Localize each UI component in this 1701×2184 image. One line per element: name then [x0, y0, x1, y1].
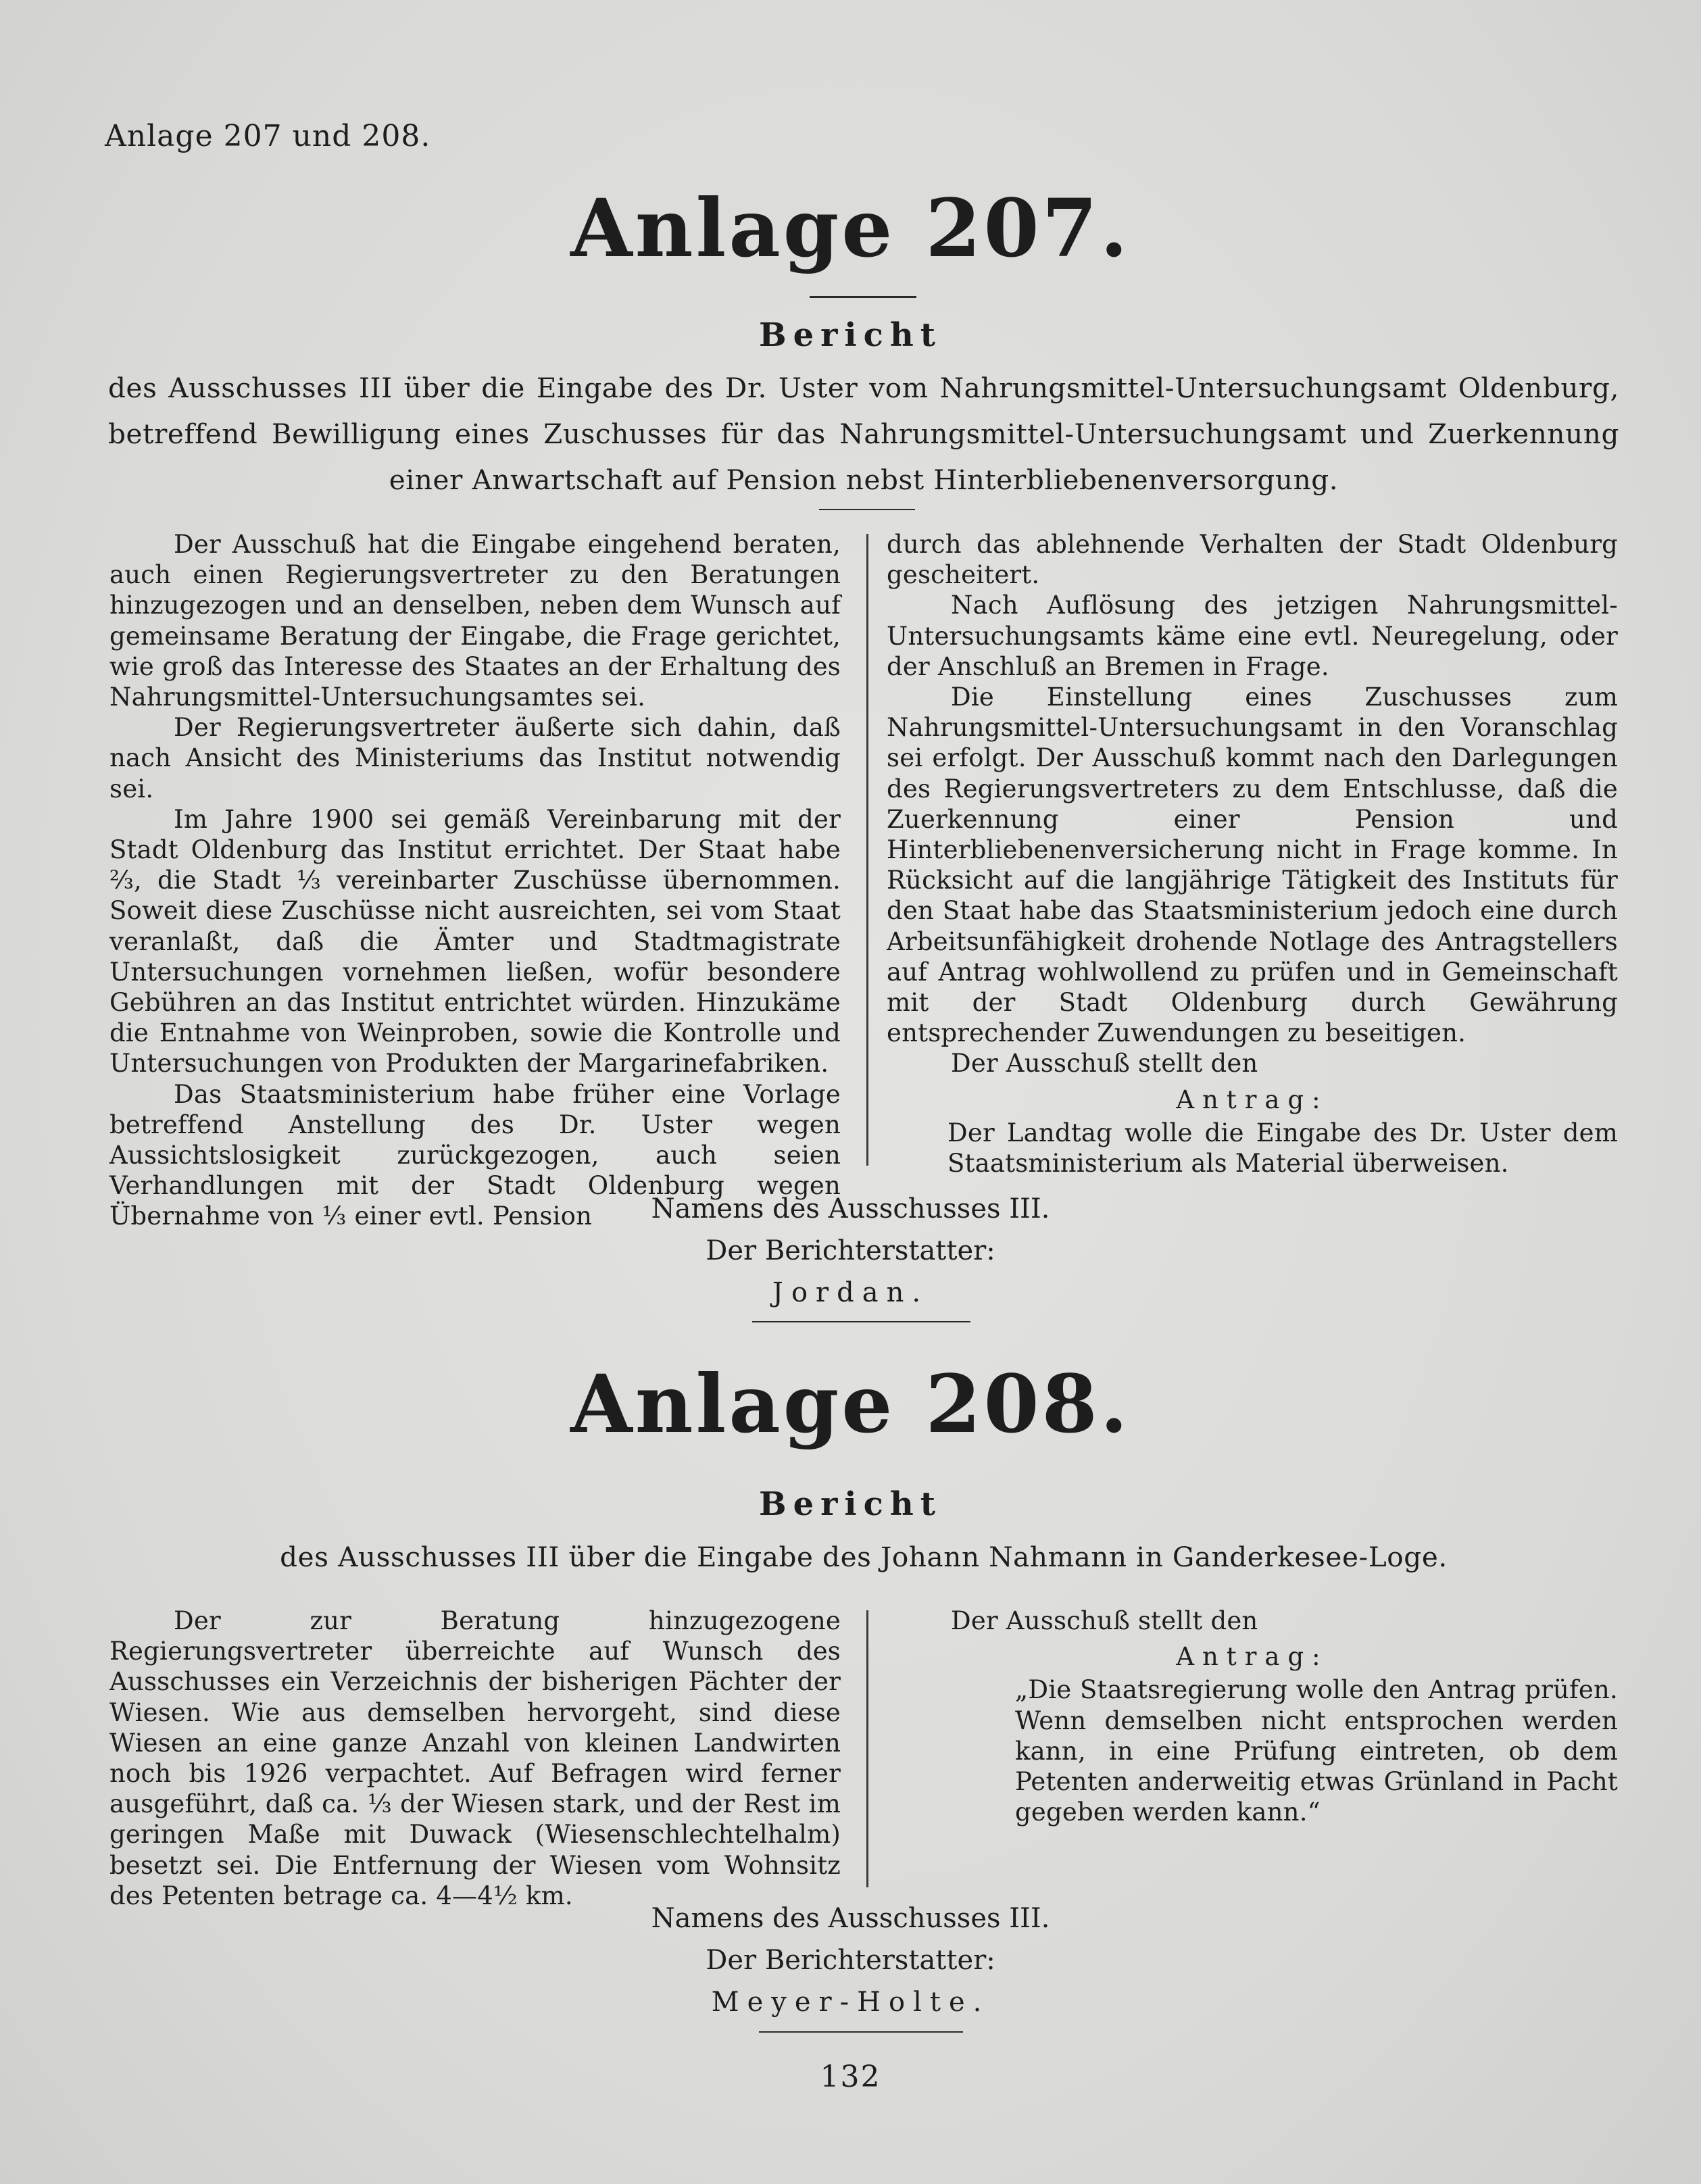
paragraph: Der Ausschuß stellt den	[951, 1049, 1258, 1078]
footer-divider	[759, 2031, 963, 2033]
paragraph: Der Ausschuß stellt den	[951, 1606, 1258, 1635]
antrag-label-208: Antrag:	[1176, 1642, 1329, 1672]
bericht-heading-208: Bericht	[759, 1485, 942, 1523]
anlage-208-left-column	[109, 1606, 841, 1911]
subject-208: des Ausschusses III über die Eingabe des Johann Nahmann in Ganderkesee-Loge.	[280, 1541, 1448, 1573]
anlage-207-title: Anlage 207.	[570, 181, 1131, 275]
paragraph: Der Regierungsvertreter äußerte sich dahin, daß nach Ansicht des Ministeriums das Institut notwendig sei.	[109, 713, 841, 803]
antrag-label-207: Antrag:	[1176, 1085, 1329, 1114]
signature-block-207	[0, 1188, 1701, 1314]
title-divider-207	[810, 296, 916, 298]
paragraph: Das Staatsministerium habe früher eine Vorlage betreffend Anstellung des Dr. Uster wegen Aussichtslosigkeit zurückgezogen, auch seien Verhandlungen mit der Stadt Oldenburg wegen Übernahme von ⅓ einer evtl. Pension	[109, 1079, 841, 1231]
column-divider-207	[866, 534, 868, 1166]
anlage-208-title: Anlage 208.	[570, 1357, 1131, 1451]
signature-committee: Namens des Ausschusses III.	[651, 1903, 1050, 1934]
signature-committee: Namens des Ausschusses III.	[651, 1193, 1050, 1224]
paragraph: Die Einstellung eines Zuschusses zum Nahrungsmittel-Untersuchungsamt in den Voranschlag sei erfolgt. Der Ausschuß kommt nach den Darlegungen des Regierungsvertreters zu dem Entschlusse, daß die Zuerkennung einer Pension und Hinterbliebenenversicherung nicht in Frage komme. In Rücksicht auf die langjährige Tätigkeit des Instituts für den Staat habe das Staatsministerium jedoch eine durch Arbeitsunfähigkeit drohende Notlage des Antragstellers auf Antrag wohlwollend zu prüfen und in Gemeinschaft mit der Stadt Oldenburg durch Gewährung entsprechender Zuwendungen zu beseitigen.	[887, 682, 1618, 1048]
subject-207: des Ausschusses III über die Eingabe des Dr. Uster vom Nahrungsmittel-Untersuchungsamt Oldenburg, betreffend Bewilligung eines Zuschusses für das Nahrungsmittel-Untersuchungsamt und Zuerkennung einer Anwartschaft auf Pension nebst Hinterbliebenenversorgung.	[108, 372, 1619, 496]
paragraph: Der Ausschuß hat die Eingabe eingehend beraten, auch einen Regierungsvertreter zu den Beratungen hinzugezogen und an denselben, neben dem Wunsch auf gemeinsame Beratung der Eingabe, die Frage gerichtet, wie groß das Interesse des Staates an der Erhaltung des Nahrungsmittel-Untersuchungsamtes sei.	[109, 530, 841, 712]
section-divider	[752, 1321, 970, 1322]
signature-name: Meyer-Holte.	[711, 1987, 990, 2018]
antrag-text-207: Der Landtag wolle die Eingabe des Dr. Uster dem Staatsministerium als Material überweisen.	[947, 1118, 1618, 1178]
anlage-208-right-column	[887, 1606, 1618, 1827]
signature-role: Der Berichterstatter:	[706, 1235, 995, 1266]
subject-divider-207	[819, 509, 915, 510]
signature-block-208	[0, 1897, 1701, 2023]
paragraph: durch das ablehnende Verhalten der Stadt Oldenburg gescheitert.	[887, 530, 1618, 590]
antrag-text-208: „Die Staatsregierung wolle den Antrag prüfen. Wenn demselben nicht entsprochen werden kann, in eine Prüfung eintreten, ob dem Petenten anderweitig etwas Grünland in Pacht gegeben werden kann.“	[1015, 1675, 1618, 1827]
running-head: Anlage 207 und 208.	[105, 119, 431, 153]
page-number: 132	[820, 2060, 881, 2094]
anlage-207-left-column	[109, 529, 841, 1232]
paragraph: Der zur Beratung hinzugezogene Regierungsvertreter überreichte auf Wunsch des Ausschusses ein Verzeichnis der bisherigen Pächter der Wiesen. Wie aus demselben hervorgeht, sind diese Wiesen an eine ganze Anzahl von kleinen Landwirten noch bis 1926 verpachtet. Auf Befragen wird ferner ausgeführt, daß ca. ⅓ der Wiesen stark, und der Rest im geringen Maße mit Duwack (Wiesenschlechtelhalm) besetzt sei. Die Entfernung der Wiesen vom Wohnsitz des Petenten betrage ca. 4—4½ km.	[109, 1606, 841, 1910]
column-divider-208	[866, 1610, 868, 1887]
paragraph: Nach Auflösung des jetzigen Nahrungsmittel-Untersuchungsamts käme eine evtl. Neuregelung, oder der Anschluß an Bremen in Frage.	[887, 591, 1618, 681]
bericht-heading-207: Bericht	[759, 316, 942, 354]
anlage-207-right-column	[887, 529, 1618, 1178]
signature-role: Der Berichterstatter:	[706, 1945, 995, 1976]
paragraph: Im Jahre 1900 sei gemäß Vereinbarung mit der Stadt Oldenburg das Institut errichtet. Der Staat habe ⅔, die Stadt ⅓ vereinbarter Zuschüsse übernommen. Soweit diese Zuschüsse nicht ausreichten, sei vom Staat veranlaßt, daß die Ämter und Stadtmagistrate Untersuchungen vornehmen ließen, wofür besondere Gebühren an das Institut entrichtet würden. Hinzukäme die Entnahme von Weinproben, sowie die Kontrolle und Untersuchungen von Produkten der Margarinefabriken.	[109, 804, 841, 1078]
signature-name: Jordan.	[772, 1277, 929, 1308]
